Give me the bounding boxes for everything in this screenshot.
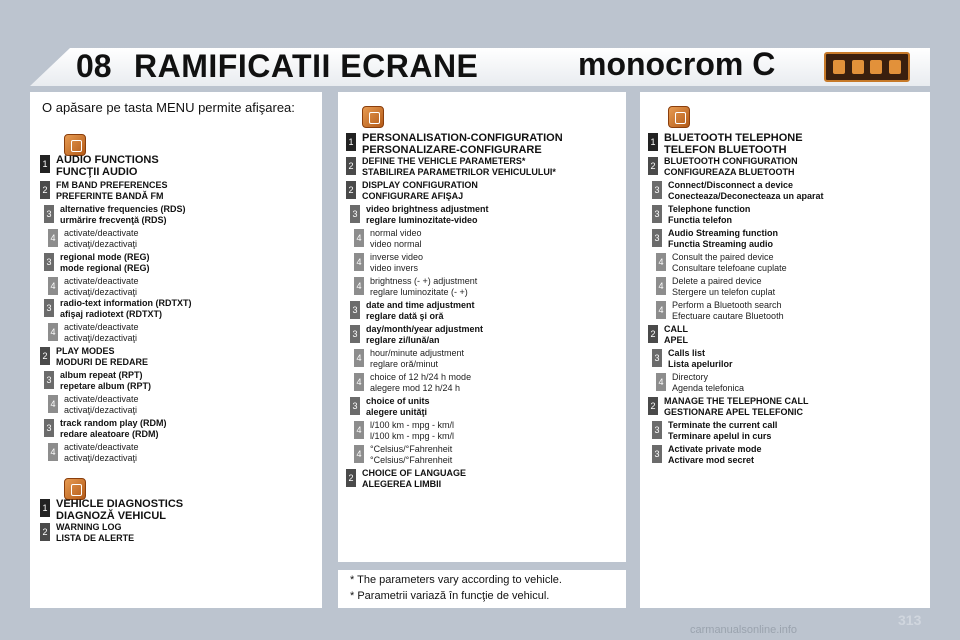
menu-item-line: l/100 km - mpg - km/l — [370, 420, 455, 430]
menu-item-line: reglare dată şi oră — [366, 311, 444, 321]
menu-item-line: Activate private mode — [668, 444, 762, 454]
menu-item-line: Lista apelurilor — [668, 359, 733, 369]
menu-item-label — [668, 204, 750, 226]
menu-item-line: LISTA DE ALERTE — [56, 533, 135, 543]
menu-item-line: °Celsius/°Fahrenheit — [370, 444, 453, 454]
menu-item-label — [366, 396, 430, 418]
page-title: RAMIFICATII ECRANE — [134, 48, 479, 84]
level-badge: 4 — [354, 373, 364, 391]
menu-item-level-1 — [40, 154, 159, 178]
menu-item-label — [362, 180, 478, 202]
menu-item-line: choice of units — [366, 396, 430, 406]
menu-item-line: VEHICLE DIAGNOSTICS — [56, 498, 184, 510]
level-badge: 2 — [648, 325, 658, 343]
level-badge: 3 — [44, 205, 54, 223]
menu-item-line: activaţi/dezactivaţi — [64, 405, 138, 415]
menu-item-line: Conecteaza/Deconecteaza un aparat — [668, 191, 824, 201]
menu-item-label — [64, 228, 139, 250]
menu-item-line: TELEFON BLUETOOTH — [664, 144, 787, 156]
menu-item-label — [672, 252, 787, 274]
menu-item-line: track random play (RDM) — [60, 418, 167, 428]
menu-item-label — [60, 204, 186, 226]
level-badge: 3 — [652, 445, 662, 463]
level-badge: 3 — [44, 299, 54, 317]
menu-item-label — [366, 204, 489, 226]
menu-item-level-3 — [350, 204, 489, 226]
level-badge: 1 — [40, 499, 50, 517]
menu-item-label — [56, 498, 183, 522]
menu-item-level-3 — [44, 252, 150, 274]
note-ro: * Parametrii variază în funcţie de vehicul. — [350, 590, 550, 602]
level-badge: 4 — [48, 395, 58, 413]
menu-item-label — [362, 468, 466, 490]
menu-item-line: urmărire frecvenţă (RDS) — [60, 215, 167, 225]
menu-item-line: activate/deactivate — [64, 394, 139, 404]
menu-item-level-3 — [652, 180, 824, 202]
menu-item-line: alegere mod 12 h/24 h — [370, 383, 461, 393]
level-badge: 4 — [354, 349, 364, 367]
menu-item-label — [672, 372, 744, 394]
menu-item-line: Consultare telefoane cuplate — [672, 263, 787, 273]
menu-item-line: l/100 km - mpg - km/l — [370, 431, 455, 441]
diagnostics-icon — [64, 478, 86, 500]
menu-item-level-3 — [44, 204, 186, 226]
menu-item-label — [362, 156, 556, 178]
menu-item-line: activate/deactivate — [64, 228, 139, 238]
menu-item-line: BLUETOOTH CONFIGURATION — [664, 156, 798, 166]
tools-icon — [362, 106, 384, 128]
menu-item-label — [668, 444, 762, 466]
menu-item-level-4 — [354, 348, 464, 370]
banner-cut-corner — [30, 48, 70, 86]
menu-item-level-1 — [648, 132, 803, 156]
level-badge: 1 — [346, 133, 356, 151]
menu-item-line: CONFIGUREAZA BLUETOOTH — [664, 167, 795, 177]
menu-item-line: reglare oră/minut — [370, 359, 439, 369]
menu-item-line: DISPLAY CONFIGURATION — [362, 180, 478, 190]
menu-item-line: ALEGEREA LIMBII — [362, 479, 442, 489]
menu-item-level-4 — [656, 300, 784, 322]
menu-item-level-2 — [346, 180, 478, 202]
menu-item-level-2 — [40, 180, 168, 202]
menu-item-level-4 — [656, 276, 775, 298]
menu-item-label — [370, 348, 464, 370]
menu-item-level-3 — [652, 420, 777, 442]
level-badge: 4 — [48, 323, 58, 341]
menu-item-line: day/month/year adjustment — [366, 324, 484, 334]
menu-item-line: CHOICE OF LANGUAGE — [362, 468, 467, 478]
menu-item-level-4 — [354, 276, 477, 298]
intro-text: O apăsare pe tasta MENU permite afişarea: — [42, 100, 295, 115]
page-subtitle: monocrom C — [578, 46, 776, 82]
menu-item-label — [370, 276, 477, 298]
menu-item-line: PERSONALIZARE-CONFIGURARE — [362, 144, 542, 156]
menu-item-line: FM BAND PREFERENCES — [56, 180, 168, 190]
menu-item-label — [664, 156, 798, 178]
menu-item-label — [668, 420, 777, 442]
menu-item-line: FUNCŢII AUDIO — [56, 166, 138, 178]
menu-item-line: radio-text information (RDTXT) — [60, 298, 192, 308]
level-badge: 2 — [648, 397, 658, 415]
menu-item-line: Directory — [672, 372, 709, 382]
menu-item-line: Delete a paired device — [672, 276, 762, 286]
level-badge: 4 — [354, 277, 364, 295]
menu-item-label — [668, 228, 778, 250]
menu-item-label — [672, 276, 775, 298]
menu-item-level-4 — [354, 252, 423, 274]
menu-item-line: AUDIO FUNCTIONS — [56, 154, 159, 166]
menu-item-label — [370, 444, 452, 466]
menu-item-level-2 — [648, 396, 809, 418]
menu-item-line: repetare album (RPT) — [60, 381, 152, 391]
menu-item-line: activate/deactivate — [64, 322, 139, 332]
menu-item-label — [56, 180, 168, 202]
level-badge: 2 — [40, 347, 50, 365]
menu-item-level-4 — [354, 372, 471, 394]
menu-item-level-4 — [48, 228, 139, 250]
menu-item-line: CALL — [664, 324, 688, 334]
menu-item-level-4 — [48, 394, 139, 416]
menu-item-label — [362, 132, 563, 156]
menu-item-line: reglare zi/lună/an — [366, 335, 440, 345]
menu-item-line: Stergere un telefon cuplat — [672, 287, 776, 297]
menu-item-label — [56, 346, 148, 368]
menu-item-line: Perform a Bluetooth search — [672, 300, 782, 310]
menu-item-level-4 — [656, 252, 787, 274]
menu-item-line: choice of 12 h/24 h mode — [370, 372, 472, 382]
menu-item-line: STABILIREA PARAMETRILOR VEHICULULUI* — [362, 167, 556, 177]
menu-item-level-4 — [354, 444, 452, 466]
menu-item-line: brightness (- +) adjustment — [370, 276, 478, 286]
menu-item-line: activate/deactivate — [64, 276, 139, 286]
menu-item-level-3 — [652, 204, 750, 226]
panel-notes — [338, 570, 626, 608]
level-badge: 1 — [40, 155, 50, 173]
level-badge: 2 — [346, 157, 356, 175]
menu-item-line: alternative frequencies (RDS) — [60, 204, 186, 214]
panel-bluetooth — [640, 92, 930, 608]
menu-item-level-1 — [40, 498, 183, 522]
menu-item-line: Efectuare cautare Bluetooth — [672, 311, 784, 321]
level-badge: 3 — [652, 181, 662, 199]
level-badge: 2 — [40, 523, 50, 541]
menu-item-line: BLUETOOTH TELEPHONE — [664, 132, 803, 144]
level-badge: 4 — [354, 421, 364, 439]
level-badge: 3 — [652, 349, 662, 367]
menu-item-line: °Celsius/°Fahrenheit — [370, 455, 453, 465]
level-badge: 2 — [40, 181, 50, 199]
menu-item-level-4 — [48, 322, 139, 344]
menu-item-line: video invers — [370, 263, 419, 273]
menu-item-line: video normal — [370, 239, 422, 249]
menu-item-line: video brightness adjustment — [366, 204, 489, 214]
menu-item-level-3 — [350, 324, 483, 346]
menu-item-level-4 — [354, 420, 454, 442]
menu-item-label — [60, 252, 150, 274]
menu-item-level-2 — [40, 522, 134, 544]
panel-personalisation — [338, 92, 626, 562]
panel-audio-vehicle — [30, 92, 322, 608]
menu-item-level-3 — [44, 418, 167, 440]
menu-item-line: album repeat (RPT) — [60, 370, 143, 380]
menu-item-label — [664, 396, 809, 418]
level-badge: 3 — [652, 205, 662, 223]
menu-item-level-2 — [346, 156, 556, 178]
level-badge: 2 — [648, 157, 658, 175]
menu-item-line: hour/minute adjustment — [370, 348, 465, 358]
menu-item-line: Terminate the current call — [668, 420, 778, 430]
menu-item-level-3 — [350, 396, 430, 418]
menu-item-line: PERSONALISATION-CONFIGURATION — [362, 132, 563, 144]
level-badge: 3 — [44, 419, 54, 437]
menu-item-line: reglare luminozitate-video — [366, 215, 478, 225]
menu-item-level-4 — [354, 228, 422, 250]
menu-item-line: MODURI DE REDARE — [56, 357, 149, 367]
level-badge: 3 — [350, 325, 360, 343]
menu-item-level-3 — [44, 370, 151, 392]
menu-item-label — [60, 298, 192, 320]
menu-item-line: date and time adjustment — [366, 300, 475, 310]
level-badge: 3 — [652, 421, 662, 439]
menu-item-line: DEFINE THE VEHICLE PARAMETERS* — [362, 156, 526, 166]
menu-item-label — [664, 324, 688, 346]
footer-watermark: carmanualsonline.info — [690, 624, 798, 636]
menu-item-label — [64, 322, 139, 344]
level-badge: 4 — [48, 229, 58, 247]
audio-icon — [64, 134, 86, 156]
menu-item-label — [370, 420, 454, 442]
menu-item-level-3 — [652, 444, 762, 466]
menu-item-label — [668, 180, 824, 202]
level-badge: 4 — [656, 253, 666, 271]
menu-item-label — [370, 252, 423, 274]
level-badge: 4 — [354, 445, 364, 463]
menu-item-line: Consult the paired device — [672, 252, 774, 262]
level-badge: 3 — [44, 371, 54, 389]
menu-item-line: reglare luminozitate (- +) — [370, 287, 468, 297]
menu-item-label — [664, 132, 803, 156]
menu-item-label — [672, 300, 784, 322]
menu-item-line: mode regional (REG) — [60, 263, 150, 273]
menu-item-line: DIAGNOZĂ VEHICUL — [56, 510, 166, 522]
level-badge: 4 — [656, 373, 666, 391]
menu-item-level-4 — [48, 276, 139, 298]
menu-item-line: WARNING LOG — [56, 522, 122, 532]
level-badge: 4 — [354, 253, 364, 271]
menu-item-level-2 — [648, 156, 798, 178]
level-badge: 2 — [346, 469, 356, 487]
level-badge: 3 — [350, 205, 360, 223]
level-badge: 2 — [346, 181, 356, 199]
menu-item-level-3 — [44, 298, 192, 320]
level-badge: 1 — [648, 133, 658, 151]
menu-item-level-2 — [40, 346, 148, 368]
menu-item-level-3 — [652, 348, 733, 370]
level-badge: 3 — [350, 397, 360, 415]
menu-item-label — [370, 228, 422, 250]
menu-item-label — [60, 418, 167, 440]
bluetooth-phone-icon — [668, 106, 690, 128]
menu-item-label — [668, 348, 733, 370]
menu-item-line: Connect/Disconnect a device — [668, 180, 794, 190]
menu-item-line: Activare mod secret — [668, 455, 755, 465]
menu-item-line: Audio Streaming function — [668, 228, 778, 238]
menu-item-line: alegere unităţi — [366, 407, 428, 417]
menu-item-line: activaţi/dezactivaţi — [64, 287, 138, 297]
menu-item-line: Telephone function — [668, 204, 751, 214]
menu-item-label — [56, 522, 134, 544]
menu-item-level-4 — [48, 442, 139, 464]
menu-item-line: GESTIONARE APEL TELEFONIC — [664, 407, 804, 417]
menu-item-level-3 — [350, 300, 475, 322]
menu-item-level-2 — [648, 324, 688, 346]
page-number: 313 — [898, 612, 922, 628]
menu-item-line: Calls list — [668, 348, 706, 358]
menu-item-line: activaţi/dezactivaţi — [64, 333, 138, 343]
menu-item-label — [64, 394, 139, 416]
note-en: * The parameters vary according to vehicle. — [350, 574, 562, 586]
menu-item-line: Terminare apelul in curs — [668, 431, 772, 441]
menu-item-line: PREFERINTE BANDĂ FM — [56, 191, 164, 201]
menu-item-line: PLAY MODES — [56, 346, 115, 356]
menu-item-line: activate/deactivate — [64, 442, 139, 452]
level-badge: 3 — [350, 301, 360, 319]
menu-item-level-2 — [346, 468, 466, 490]
menu-item-line: afişaj radiotext (RDTXT) — [60, 309, 163, 319]
level-badge: 4 — [656, 277, 666, 295]
menu-item-line: MANAGE THE TELEPHONE CALL — [664, 396, 809, 406]
level-badge: 4 — [656, 301, 666, 319]
menu-item-line: regional mode (REG) — [60, 252, 150, 262]
level-badge: 3 — [44, 253, 54, 271]
menu-item-line: Agenda telefonica — [672, 383, 745, 393]
monochrome-display-icon — [824, 52, 910, 82]
menu-item-label — [366, 300, 475, 322]
menu-item-line: APEL — [664, 335, 689, 345]
menu-item-label — [64, 442, 139, 464]
menu-item-line: Functia telefon — [668, 215, 733, 225]
menu-item-level-1 — [346, 132, 563, 156]
menu-item-level-4 — [656, 372, 744, 394]
menu-item-line: Functia Streaming audio — [668, 239, 774, 249]
menu-item-label — [370, 372, 471, 394]
menu-item-line: inverse video — [370, 252, 424, 262]
level-badge: 4 — [48, 277, 58, 295]
menu-item-label — [60, 370, 151, 392]
menu-item-label — [56, 154, 159, 178]
level-badge: 4 — [354, 229, 364, 247]
level-badge: 4 — [48, 443, 58, 461]
level-badge: 3 — [652, 229, 662, 247]
menu-item-line: normal video — [370, 228, 422, 238]
menu-item-label — [366, 324, 483, 346]
menu-item-line: activaţi/dezactivaţi — [64, 453, 138, 463]
menu-item-level-3 — [652, 228, 778, 250]
menu-item-line: redare aleatoare (RDM) — [60, 429, 159, 439]
menu-item-line: activaţi/dezactivaţi — [64, 239, 138, 249]
menu-item-line: CONFIGURARE AFIŞAJ — [362, 191, 464, 201]
chapter-number: 08 — [76, 48, 112, 84]
menu-item-label — [64, 276, 139, 298]
